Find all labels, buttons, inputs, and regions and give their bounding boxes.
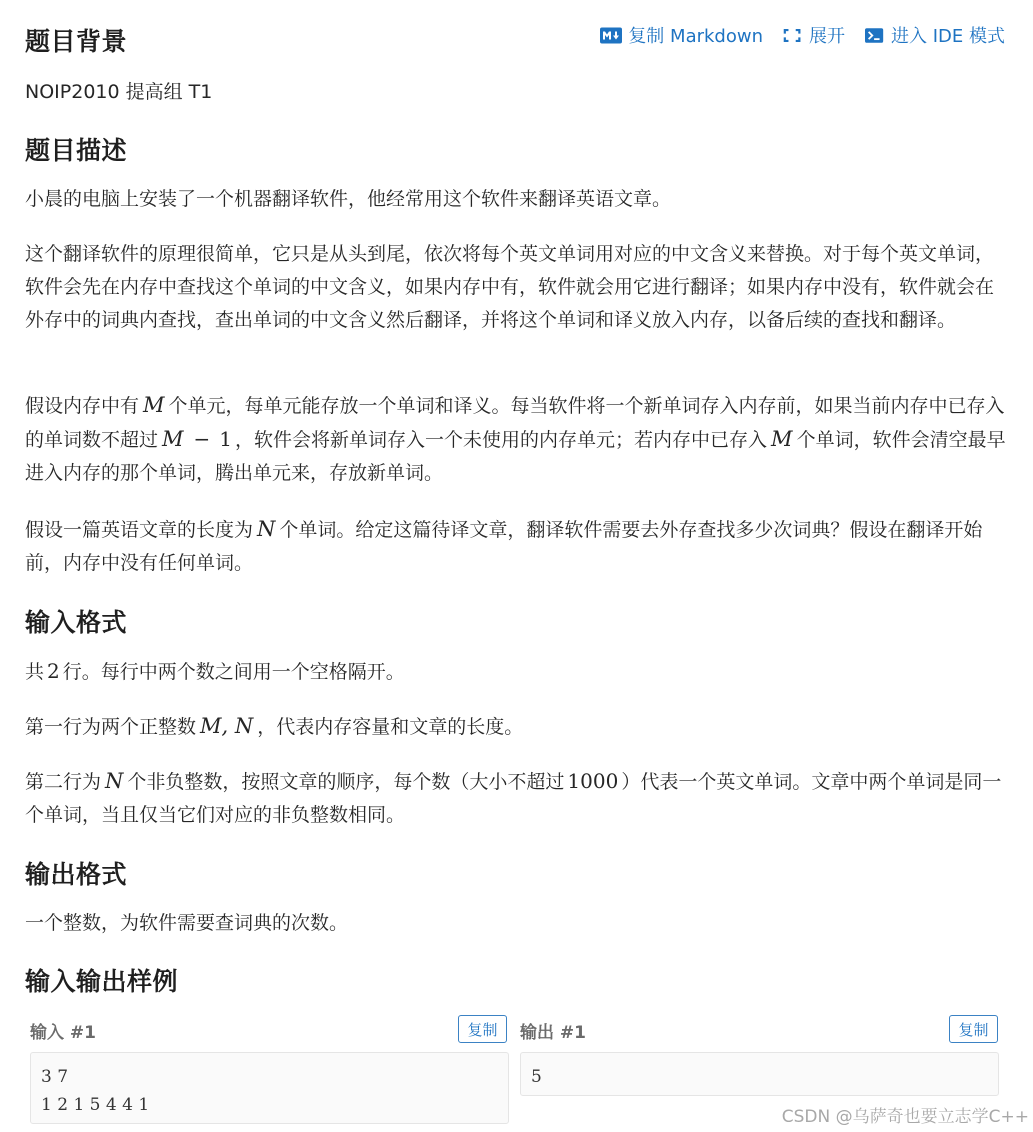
sample-input-text: 3 7 1 2 1 5 4 4 1 (41, 1067, 150, 1115)
problem-toolbar (600, 22, 1005, 48)
ide-mode-button[interactable] (865, 22, 1005, 48)
copy-markdown-button[interactable] (600, 22, 763, 48)
math-var-n: N (257, 517, 276, 541)
background-heading: 题目背景 (25, 27, 128, 56)
math-var-m: M (143, 393, 165, 417)
csdn-watermark: CSDN @乌萨奇也要立志学C++ (781, 1107, 1029, 1127)
math-vars-mn: M, N (200, 714, 254, 738)
description-paragraph-2: 这个翻译软件的原理很简单，它只是从头到尾，依次将每个英文单词用对应的中文含义来替换。对于每个英文单词，软件会先在内存中查找这个单词的中文含义，如果内存中有，软件就会用它进行翻译；如果内存中没有，软件就会在外存中的词典内查找，查出单词的中文含义然后翻译，并将这个单词和译义放入内存，以备后续的查找和翻译。 (25, 243, 995, 331)
description-paragraph-1: 小晨的电脑上安装了一个机器翻译软件，他经常用这个软件来翻译英语文章。 (25, 188, 672, 210)
math-minus: − (193, 427, 211, 451)
input-format-line-2: 第一行为两个正整数 M, N ，代表内存容量和文章的长度。 (25, 714, 524, 738)
input-format-heading: 输入格式 (25, 608, 128, 637)
samples-heading: 输入输出样例 (25, 967, 179, 996)
sample-input-label: 输入 #1 (30, 1023, 96, 1043)
copy-output-button[interactable]: 复制 (949, 1015, 998, 1043)
math-number: 1 (219, 427, 233, 451)
copy-input-button[interactable]: 复制 (458, 1015, 507, 1043)
math-number: 2 (47, 659, 60, 683)
expand-button[interactable] (783, 22, 845, 48)
math-var-m: M (771, 427, 793, 451)
input-format-line-1: 共 2 行。每行中两个数之间用一个空格隔开。 (25, 659, 405, 683)
sample-output-label: 输出 #1 (520, 1023, 586, 1043)
input-format-line-3: 第二行为 N 个非负整数，按照文章的顺序，每个数（大小不超过 1000 ）代表一个英文单词。文章中两个单词是同一个单词，当且仅当它们对应的非负整数相同。 (25, 769, 1002, 826)
expand-label: 展开 (809, 26, 845, 47)
description-heading: 题目描述 (25, 136, 128, 165)
sample-output-text: 5 (531, 1067, 542, 1087)
description-paragraph-3: 假设内存中有 M 个单元，每单元能存放一个单词和译义。每当软件将一个新单词存入内存前，如果当前内存中已存入的单词数不超过 M − 1 ，软件会将新单词存入一个未使用的内存单元；若内存中已存入 M 个单词，软件会清空最早进入内存的那个单词，腾出单元来，存放新单词。 (25, 393, 1006, 484)
background-text: NOIP2010 提高组 T1 (25, 81, 213, 103)
copy-markdown-label: 复制 Markdown (628, 26, 763, 47)
description-paragraph-4: 假设一篇英语文章的长度为 N 个单词。给定这篇待译文章，翻译软件需要去外存查找多少次词典？假设在翻译开始前，内存中没有任何单词。 (25, 517, 983, 574)
math-number: 1000 (567, 769, 619, 793)
sample-input-box (30, 1052, 509, 1124)
ide-mode-label: 进入 IDE 模式 (891, 26, 1005, 47)
expand-icon (783, 27, 803, 44)
math-var-m: M (162, 427, 184, 451)
output-format-heading: 输出格式 (25, 860, 128, 889)
math-var-n: N (105, 769, 124, 793)
output-format-text: 一个整数，为软件需要查词典的次数。 (25, 912, 349, 934)
sample-output-box (520, 1052, 999, 1096)
terminal-icon (865, 27, 885, 44)
markdown-icon (600, 27, 622, 44)
